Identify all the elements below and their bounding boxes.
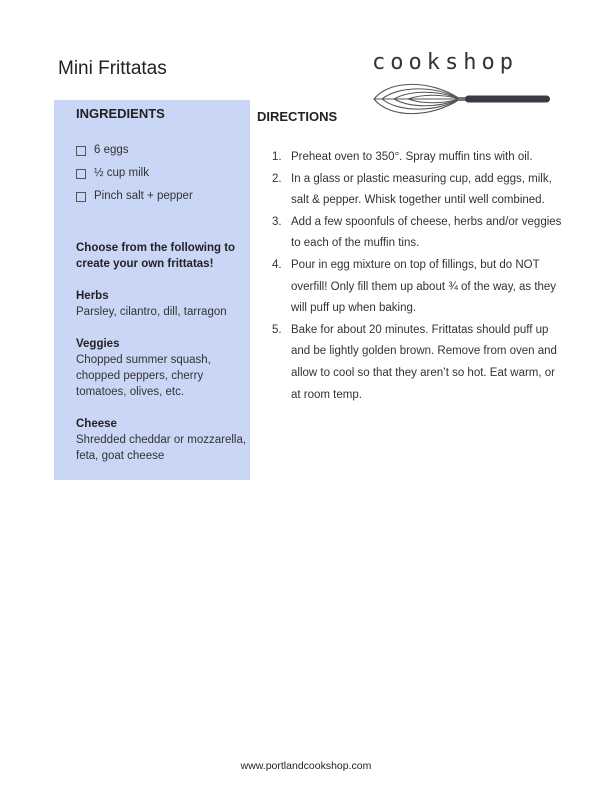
directions-heading: DIRECTIONS xyxy=(257,109,338,124)
page-title: Mini Frittatas xyxy=(58,58,167,79)
ingredient-label: Pinch salt + pepper xyxy=(94,190,193,202)
brand-name: cookshop xyxy=(372,50,518,75)
ingredient-label: 6 eggs xyxy=(94,144,129,156)
ingredients-heading: INGREDIENTS xyxy=(76,106,165,121)
direction-step xyxy=(272,255,562,320)
step-text: Pour in egg mixture on top of fillings, but do NOT overfill! Only fill them up about ¾ of the way, as they will puff up when baking. xyxy=(291,258,557,315)
ingredient-label: ½ cup milk xyxy=(94,167,149,179)
cheese-heading: Cheese xyxy=(76,418,117,430)
step-text: In a glass or plastic measuring cup, add eggs, milk, salt & pepper. Whisk together until well combined. xyxy=(291,172,552,207)
choose-instructions: Choose from the following to create your own frittatas! xyxy=(76,242,236,270)
checkbox-icon[interactable] xyxy=(76,146,86,156)
direction-step xyxy=(272,169,562,212)
step-text: Add a few spoonfuls of cheese, herbs and/or veggies to each of the muffin tins. xyxy=(291,215,562,250)
step-number: 4. xyxy=(272,258,282,271)
ingredient-item xyxy=(76,185,250,208)
step-text: Preheat oven to 350°. Spray muffin tins with oil. xyxy=(291,151,533,163)
herbs-list: Parsley, cilantro, dill, tarragon xyxy=(76,306,227,318)
checkbox-icon[interactable] xyxy=(76,169,86,179)
direction-step xyxy=(272,320,562,406)
step-number: 3. xyxy=(272,215,282,228)
veggies-heading: Veggies xyxy=(76,338,120,350)
ingredients-list xyxy=(76,139,250,208)
step-number: 1. xyxy=(272,151,282,163)
ingredients-panel xyxy=(54,100,250,480)
direction-step xyxy=(272,212,562,255)
whisk-icon xyxy=(372,82,554,116)
veggies-list: Chopped summer squash, chopped peppers, cherry tomatoes, olives, etc. xyxy=(76,354,211,398)
footer-website-link[interactable]: www.portlandcookshop.com xyxy=(240,760,372,772)
herbs-heading: Herbs xyxy=(76,290,109,302)
step-text: Bake for about 20 minutes. Frittatas should puff up and be lightly golden brown. Remove from oven and allow to cool so that they aren’t so hot. Eat warm, or at room temp. xyxy=(291,323,557,401)
brand-logo xyxy=(372,50,557,75)
cheese-list: Shredded cheddar or mozzarella, feta, goat cheese xyxy=(76,434,247,462)
direction-step xyxy=(272,147,562,169)
checkbox-icon[interactable] xyxy=(76,192,86,202)
ingredient-item xyxy=(76,162,250,185)
directions-list xyxy=(272,147,562,406)
ingredient-item xyxy=(76,139,250,162)
step-number: 2. xyxy=(272,172,282,185)
step-number: 5. xyxy=(272,323,282,336)
